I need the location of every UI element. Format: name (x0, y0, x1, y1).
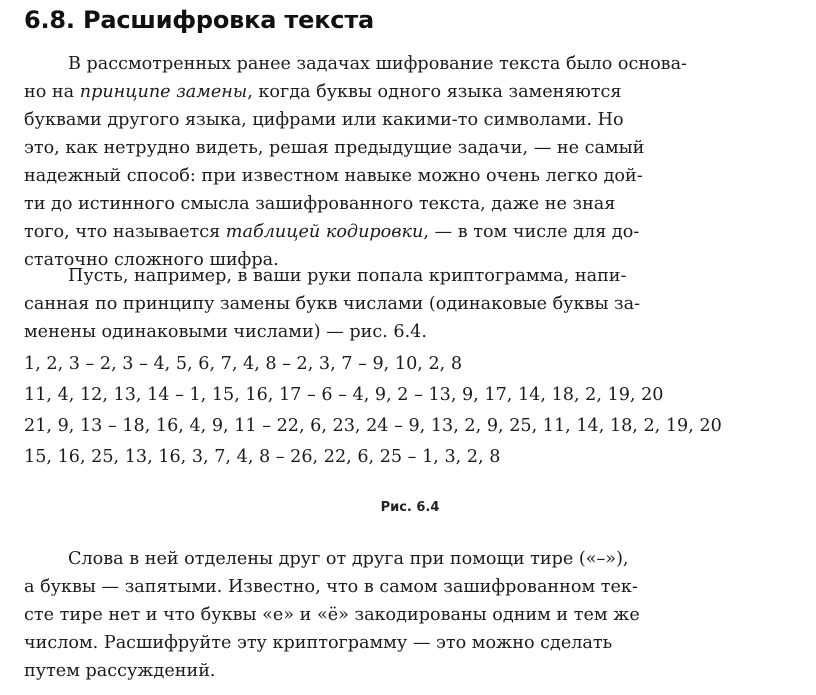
cryptogram-row: 1, 2, 3 – 2, 3 – 4, 5, 6, 7, 4, 8 – 2, 3, 7 – 9, 10, 2, 8 (24, 354, 463, 374)
intro-paragraph (24, 50, 794, 274)
text-line: того, что называется таблицей кодировки, — в том числе для до- (24, 222, 640, 242)
text-line: числом. Расшифруйте эту криптограмму — это можно сделать (24, 633, 613, 653)
text-line: это, как нетрудно видеть, решая предыдущие задачи, — не самый (24, 138, 645, 158)
text-line: но на принципе замены, когда буквы одного языка заменяются (24, 82, 622, 102)
text-line: статочно сложного шифра. (24, 250, 279, 270)
text-line: буквами другого языка, цифрами или какими-то символами. Но (24, 110, 624, 130)
text-line: В рассмотренных ранее задачах шифрование текста было основа- (68, 54, 688, 74)
text-line: ти до истинного смысла зашифрованного текста, даже не зная (24, 194, 616, 214)
cryptogram-row: 21, 9, 13 – 18, 16, 4, 9, 11 – 22, 6, 23, 24 – 9, 13, 2, 9, 25, 11, 14, 18, 2, 19, 20 (24, 416, 722, 436)
text-line: санная по принципу замены букв числами (одинаковые буквы за- (24, 294, 641, 314)
cryptogram-row: 11, 4, 12, 13, 14 – 1, 15, 16, 17 – 6 – 4, 9, 2 – 13, 9, 17, 14, 18, 2, 19, 20 (24, 385, 664, 405)
figure-caption: Рис. 6.4 (380, 500, 440, 515)
example-paragraph (24, 262, 794, 346)
section-title: 6.8. Расшифровка текста (24, 6, 375, 34)
text-line: Пусть, например, в ваши руки попала криптограмма, напи- (68, 266, 627, 286)
term-substitution-principle: принципе замены (79, 82, 248, 102)
cryptogram-figure (24, 349, 722, 473)
text-line: Слова в ней отделены друг от друга при помощи тире («–»), (68, 549, 629, 569)
task-paragraph (24, 545, 794, 685)
text-line: сте тире нет и что буквы «е» и «ё» закодированы одним и тем же (24, 605, 640, 625)
cryptogram-row: 15, 16, 25, 13, 16, 3, 7, 4, 8 – 26, 22, 6, 25 – 1, 3, 2, 8 (24, 447, 501, 467)
term-code-table: таблицей кодировки (225, 222, 424, 242)
text-line: путем рассуждений. (24, 661, 216, 681)
text-line: менены одинаковыми числами) — рис. 6.4. (24, 322, 427, 342)
text-line: надежный способ: при известном навыке можно очень легко дой- (24, 166, 643, 186)
text-line: а буквы — запятыми. Известно, что в самом зашифрованном тек- (24, 577, 638, 597)
